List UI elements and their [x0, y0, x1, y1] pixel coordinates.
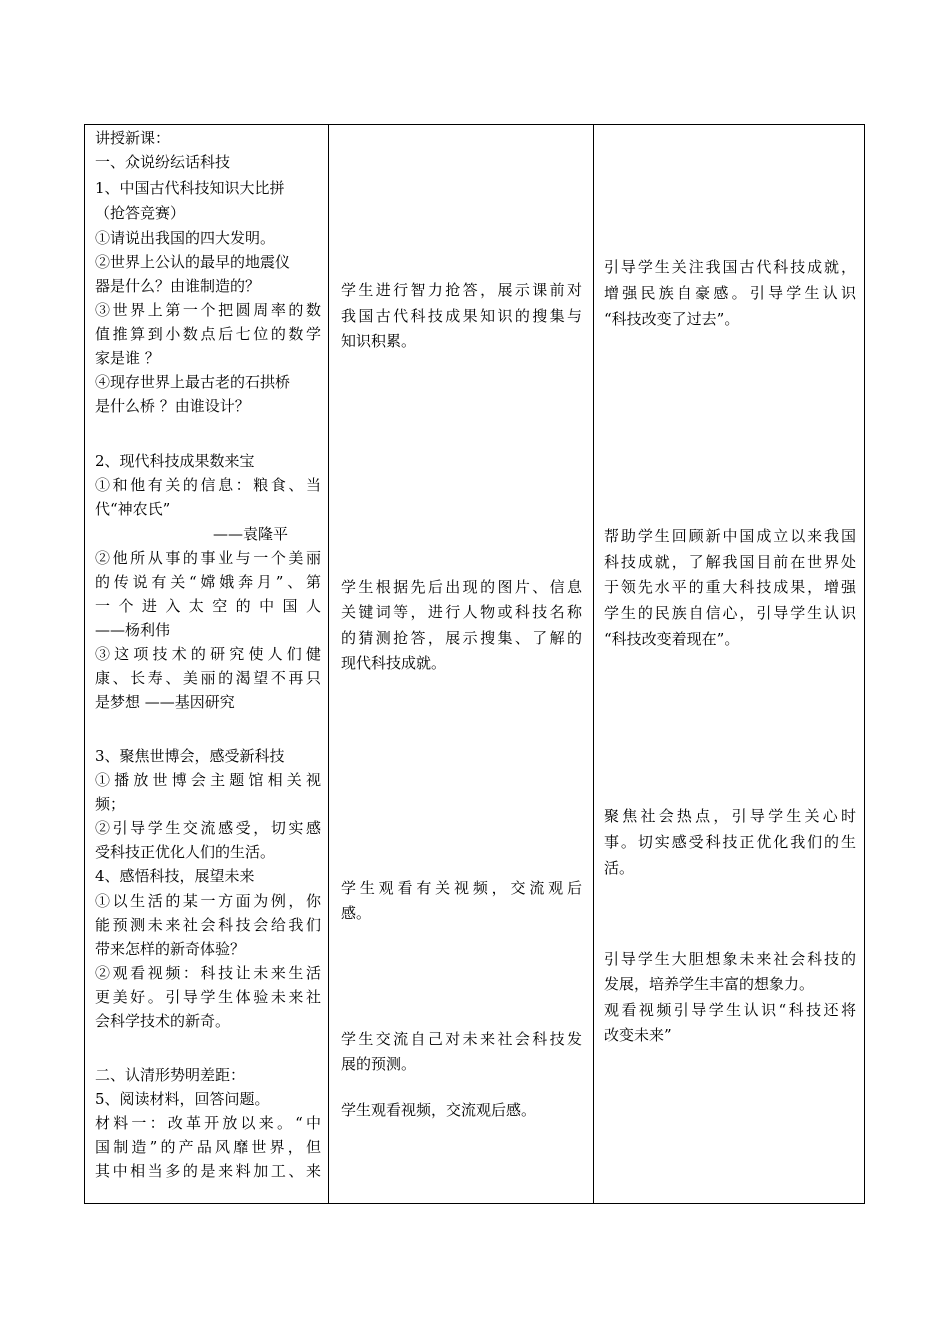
text-line: 引导学生大胆想象未来社会科技的 — [604, 950, 856, 968]
text-line: 的猜测抢答，展示搜集、了解的 — [341, 629, 582, 647]
text-line: 2、现代科技成果数来宝 — [95, 452, 255, 470]
text-line: 其中相当多的是来料加工、来 — [95, 1162, 321, 1180]
text-line: 带来怎样的新奇体验？ — [95, 940, 246, 958]
design-intent-cell — [594, 125, 865, 1203]
text-line: 讲授新课： — [95, 129, 171, 147]
text-line: 频； — [95, 795, 126, 813]
text-line: 学生观看视频，交流观后感。 — [341, 1101, 537, 1119]
text-line: 感。 — [341, 904, 372, 922]
text-line: 值推算到小数点后七位的数学 — [95, 325, 321, 343]
text-line: 代“神农氏” — [95, 500, 171, 518]
text-line: 4、感悟科技，展望未来 — [95, 867, 255, 885]
text-line: ①播放世博会主题馆相关视 — [95, 771, 321, 789]
text-line: 1、中国古代科技知识大比拼 — [95, 179, 285, 197]
text-line: ①和他有关的信息：粮食、当 — [95, 476, 321, 494]
text-line: ④现存世界上最古老的石拱桥 — [95, 373, 291, 391]
text-line: 学生交流自己对未来社会科技发 — [341, 1030, 582, 1048]
text-line: 学生观看有关视频，交流观后 — [341, 879, 582, 897]
text-line: ③世界上第一个把圆周率的数 — [95, 301, 321, 319]
text-line: ②世界上公认的最早的地震仪 — [95, 253, 291, 271]
text-line: 会科学技术的新奇。 — [95, 1012, 231, 1030]
student-activity-cell — [329, 125, 593, 1203]
text-line: 知识积累。 — [341, 332, 417, 350]
text-line: 现代科技成就。 — [341, 654, 447, 672]
text-line: ②他所从事的事业与一个美丽 — [95, 549, 321, 567]
text-line: ③这项技术的研究使人们健 — [95, 645, 321, 663]
text-line: 一、众说纷纭话科技 — [95, 153, 231, 171]
text-line: 聚焦社会热点，引导学生关心时 — [604, 807, 856, 825]
text-line: 康、长寿、美丽的渴望不再只 — [95, 669, 321, 687]
text-line: 增强民族自豪感。引导学生认识 — [604, 284, 856, 302]
text-line: 事。切实感受科技正优化我们的生 — [604, 833, 856, 851]
text-line: 材料一：改革开放以来。“中 — [95, 1114, 321, 1132]
text-line: 学生的民族自信心，引导学生认识 — [604, 604, 856, 622]
text-line: 关键词等，进行人物或科技名称 — [341, 603, 582, 621]
text-line: 于领先水平的重大科技成果，增强 — [604, 578, 856, 596]
text-line: 观看视频引导学生认识“科技还将 — [604, 1001, 856, 1019]
text-line: ①以生活的某一方面为例，你 — [95, 892, 321, 910]
text-line: ②观看视频：科技让未来生活 — [95, 964, 321, 982]
text-line: ②引导学生交流感受，切实感 — [95, 819, 321, 837]
text-line: 学生进行智力抢答，展示课前对 — [341, 281, 582, 299]
text-line: 活。 — [604, 859, 635, 877]
text-line: 国制造”的产品风靡世界，但 — [95, 1138, 321, 1156]
text-line: 3、聚焦世博会，感受新科技 — [95, 747, 285, 765]
text-line: 一个进入太空的中国人 — [95, 597, 321, 615]
teacher-activity-cell — [85, 125, 328, 1203]
text-line: 5、阅读材料，回答问题。 — [95, 1090, 270, 1108]
text-line: ①请说出我国的四大发明。 — [95, 229, 276, 247]
text-line: ——袁隆平 — [213, 525, 289, 543]
text-line: 改变未来” — [604, 1026, 672, 1044]
text-line: 发展，培养学生丰富的想象力。 — [604, 975, 815, 993]
text-line: 是梦想 ——基因研究 — [95, 693, 235, 711]
text-line: 科技成就，了解我国目前在世界处 — [604, 553, 856, 571]
text-line: 展的预测。 — [341, 1055, 417, 1073]
text-line: “科技改变了过去”。 — [604, 310, 740, 328]
text-line: 学生根据先后出现的图片、信息 — [341, 578, 582, 596]
text-line: 我国古代科技成果知识的搜集与 — [341, 307, 582, 325]
text-line: 帮助学生回顾新中国成立以来我国 — [604, 527, 856, 545]
text-line: 更美好。引导学生体验未来社 — [95, 988, 321, 1006]
text-line: 二、认清形势明差距： — [95, 1066, 246, 1084]
text-line: 家是谁 ？ — [95, 349, 160, 367]
text-line: 器是什么？由谁制造的？ — [95, 277, 261, 295]
text-line: 的传说有关“嫦娥奔月”、第 — [95, 573, 321, 591]
text-line: “科技改变着现在”。 — [604, 630, 740, 648]
text-line: 能预测未来社会科技会给我们 — [95, 916, 321, 934]
text-line: （抢答竞赛） — [95, 204, 186, 222]
text-line: 受科技正优化人们的生活。 — [95, 843, 276, 861]
text-line: ——杨利伟 — [95, 621, 171, 639]
lesson-plan-table — [84, 124, 865, 1204]
text-line: 引导学生关注我国古代科技成就， — [604, 258, 856, 276]
text-line: 是什么桥 ？由谁设计？ — [95, 397, 250, 415]
